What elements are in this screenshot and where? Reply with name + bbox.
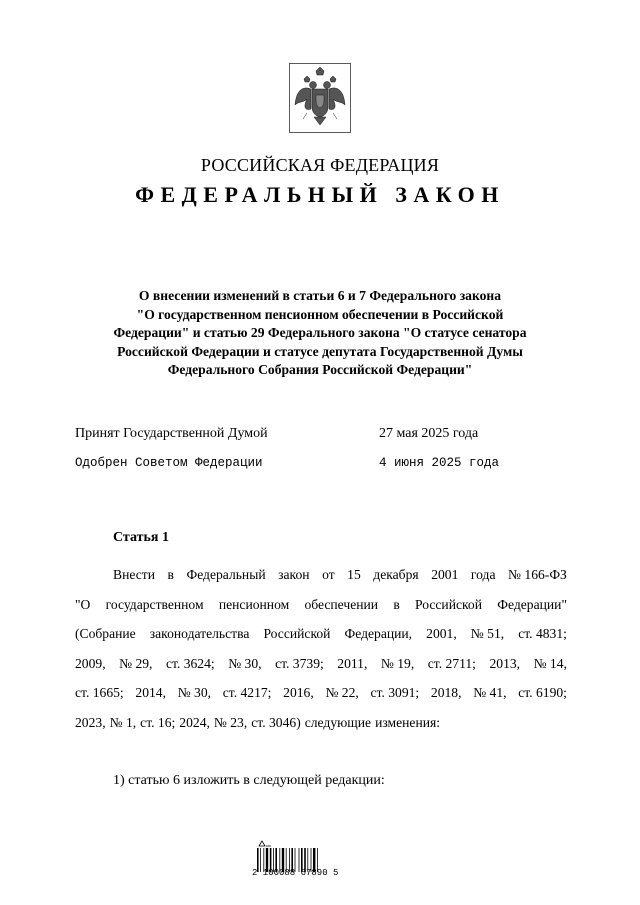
duma-adoption-label: Принят Государственной Думой <box>75 426 268 441</box>
paragraph-word: обеспечении <box>304 596 379 612</box>
paragraph-word: в <box>393 596 400 612</box>
paragraph-word: № 30, <box>228 655 262 671</box>
council-approval-date: 4 июня 2025 года <box>379 456 500 470</box>
paragraph-word: ст. 3739; <box>275 655 324 671</box>
paragraph-word: № 30, <box>177 685 212 701</box>
paragraph-word: законодательства <box>149 626 250 642</box>
paragraph-word: "О <box>75 596 91 612</box>
paragraph-word: № 29, <box>119 655 153 671</box>
paragraph-word: 15 <box>347 567 361 582</box>
paragraph-word: пенсионном <box>218 596 290 612</box>
law-title-line: Российской Федерации и статусе депутата Государственной Думы <box>117 343 523 359</box>
paragraph-word: Внести <box>113 567 155 582</box>
paragraph-word: № 23, <box>213 714 248 730</box>
council-approval-label: Одобрен Советом Федерации <box>75 456 263 470</box>
article-heading: Статья 1 <box>113 530 169 545</box>
paragraph-word: 2024, <box>179 714 210 730</box>
paragraph-word: 2011, <box>337 655 368 671</box>
paragraph-line <box>75 590 567 620</box>
paragraph-line <box>75 560 567 590</box>
article-paragraph <box>75 560 567 738</box>
paragraph-word: ст. 3046) <box>251 714 301 730</box>
paragraph-word: декабря <box>373 567 419 582</box>
paragraph-word: ст. 4831; <box>518 626 567 642</box>
paragraph-word: в <box>167 567 174 582</box>
paragraph-word: Федерации, <box>344 626 413 642</box>
paragraph-word: 2018, <box>430 685 462 701</box>
paragraph-word: 2001 <box>431 567 459 582</box>
paragraph-word: от <box>322 567 335 582</box>
coat-of-arms-emblem <box>289 63 351 133</box>
paragraph-word: ст. 3624; <box>165 655 215 671</box>
paragraph-word: ст. 6190; <box>518 685 567 701</box>
paragraph-word: № 19, <box>380 655 415 671</box>
paragraph-word: ст. 4217; <box>222 685 272 701</box>
paragraph-word: года <box>470 567 496 582</box>
paragraph-word: № 1, <box>109 714 137 730</box>
paragraph-word: № 14, <box>533 655 567 671</box>
paragraph-line <box>75 708 567 738</box>
paragraph-word: 2014, <box>135 685 166 701</box>
paragraph-word: (Собрание <box>75 626 136 642</box>
article-item-1: 1) статью 6 изложить в следующей редакции: <box>113 773 385 788</box>
paragraph-word: ст. 16; <box>140 714 176 730</box>
barcode-number: 2 100088 67890 5 <box>252 868 339 878</box>
paragraph-word: Федерации" <box>497 596 567 612</box>
paragraph-line <box>75 619 567 649</box>
paragraph-word: Российской <box>415 596 482 612</box>
paragraph-word: № 51, <box>470 626 505 642</box>
law-title-line: Федерального Собрания Российской Федерации" <box>167 362 473 377</box>
paragraph-line <box>75 649 567 679</box>
paragraph-word: закон <box>278 567 310 582</box>
paragraph-word: ст. 1665; <box>75 685 124 701</box>
law-title-line: О внесении изменений в статьи 6 и 7 Федерального закона <box>138 288 502 303</box>
paragraph-word: Российской <box>263 626 331 642</box>
paragraph-word: № 22, <box>325 685 359 701</box>
barcode-mark-icon <box>259 841 271 846</box>
document-type-heading: ФЕДЕРАЛЬНЫЙ ЗАКОН <box>135 182 505 207</box>
country-heading: РОССИЙСКАЯ ФЕДЕРАЦИЯ <box>200 155 440 175</box>
paragraph-word: № 166-ФЗ <box>508 567 567 582</box>
law-title <box>60 287 580 380</box>
paragraph-word: 2001, <box>426 626 457 642</box>
paragraph-word: № 41, <box>473 685 507 701</box>
paragraph-word: Федеральный <box>186 567 266 582</box>
paragraph-word: ст. 3091; <box>370 685 420 701</box>
law-title-line: Федерации" и статью 29 Федерального закона "О статусе сенатора <box>113 325 527 340</box>
paragraph-word: 2009, <box>75 655 106 671</box>
paragraph-word: 2016, <box>283 685 314 701</box>
paragraph-word: изменения: <box>375 714 441 730</box>
paragraph-word: 2013, <box>489 655 521 671</box>
law-title-line: "О государственном пенсионном обеспечении в Российской <box>136 306 504 322</box>
paragraph-word: следующие <box>304 714 372 730</box>
paragraph-word: государственном <box>105 596 204 612</box>
paragraph-word: 2023, <box>75 714 106 730</box>
paragraph-word: ст. 2711; <box>427 655 476 671</box>
paragraph-line <box>75 678 567 708</box>
duma-adoption-date: 27 мая 2025 года <box>379 426 479 441</box>
